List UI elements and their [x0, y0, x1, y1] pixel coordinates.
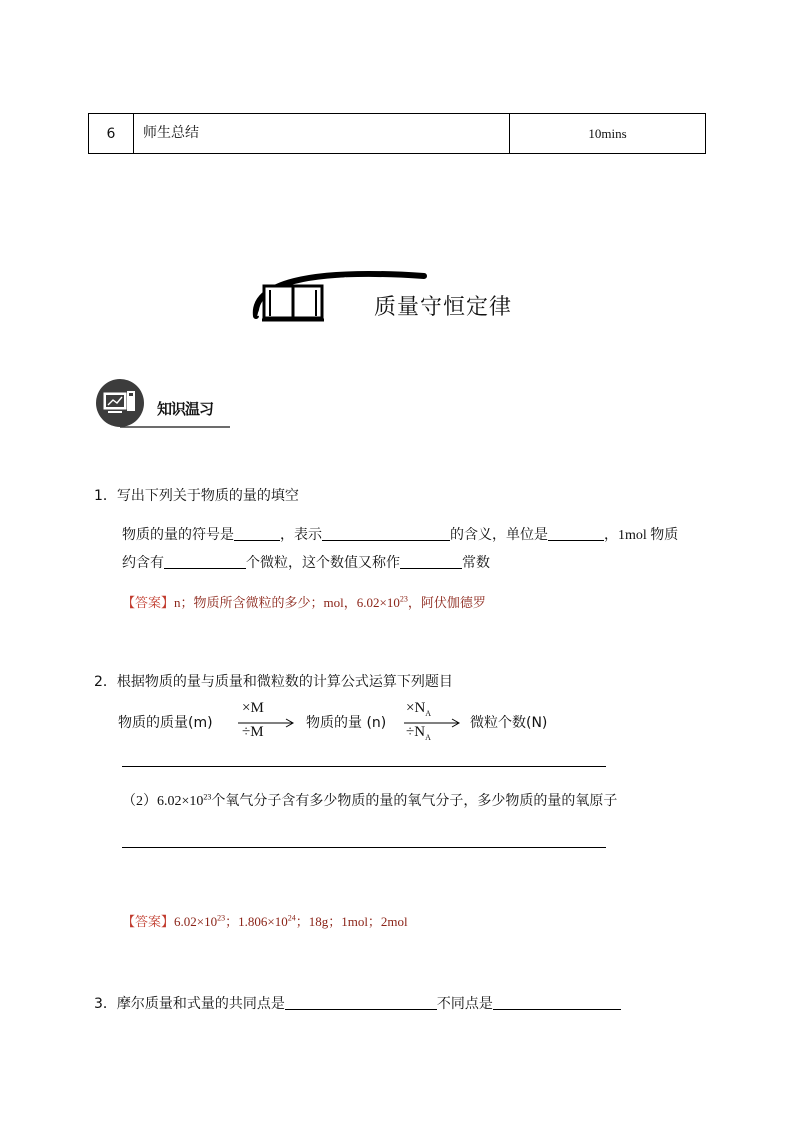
q1-blank-count[interactable]: [164, 554, 246, 569]
q2-answer: 【答案】$6.02\times 10^{23}$；$1.806\times 10^{24}$；18g；1mol；2mol: [122, 913, 408, 929]
q1-line2: 约含有 个微粒，这个数值又称作 常数: [122, 555, 490, 571]
q3-line: 3．摩尔质量和式量的共同点是 不同点是: [94, 993, 621, 1013]
q3-blank-common[interactable]: [285, 995, 437, 1010]
q3-blank-difference[interactable]: [493, 995, 621, 1010]
q2-formula: [118, 700, 588, 746]
formula-mass: 物质的质量(m): [118, 715, 213, 731]
q1-blank-symbol[interactable]: [234, 526, 280, 541]
q1-blank-constant[interactable]: [400, 554, 462, 569]
formula-times-m: ×M: [242, 700, 264, 716]
section-title: 质量守恒定律: [374, 295, 513, 320]
knowledge-label: 知识温习: [157, 400, 214, 418]
formula-mole: 物质的量 (n): [306, 715, 387, 731]
q2-answer-line-2[interactable]: [122, 847, 606, 848]
q1-blank-unit[interactable]: [548, 526, 604, 541]
q1-line1: 物质的量的符号是 ，表示 的含义，单位是 ，1mol 物质: [122, 527, 679, 543]
formula-div-na: $\div N_A$: [406, 724, 431, 742]
schedule-table-row: [88, 113, 706, 154]
q2-sub2: $(2)6.02\times 10^{23}$个氧气分子含有多少物质的量的氧气分子，多少物质的量的氧原子: [122, 792, 618, 809]
q2-prompt: 2．根据物质的量与质量和微粒数的计算公式运算下列题目: [94, 674, 453, 690]
formula-div-m: ÷M: [242, 724, 264, 740]
formula-particles: 微粒个数(N): [470, 715, 548, 731]
q2-answer-line-1[interactable]: [122, 766, 606, 767]
row-duration: 10mins: [588, 125, 627, 141]
formula-times-na: $\times N_A$: [406, 700, 432, 718]
q1-answer: 【答案】n；物质所含微粒的多少；mol，$6.02\times 10^{23}$，阿伏伽德罗: [122, 594, 486, 610]
q1-prompt: 1．写出下列关于物质的量的填空: [94, 488, 299, 504]
row-index: 6: [89, 114, 134, 153]
q1-blank-meaning[interactable]: [322, 526, 450, 541]
row-activity: 师生总结: [134, 114, 510, 153]
